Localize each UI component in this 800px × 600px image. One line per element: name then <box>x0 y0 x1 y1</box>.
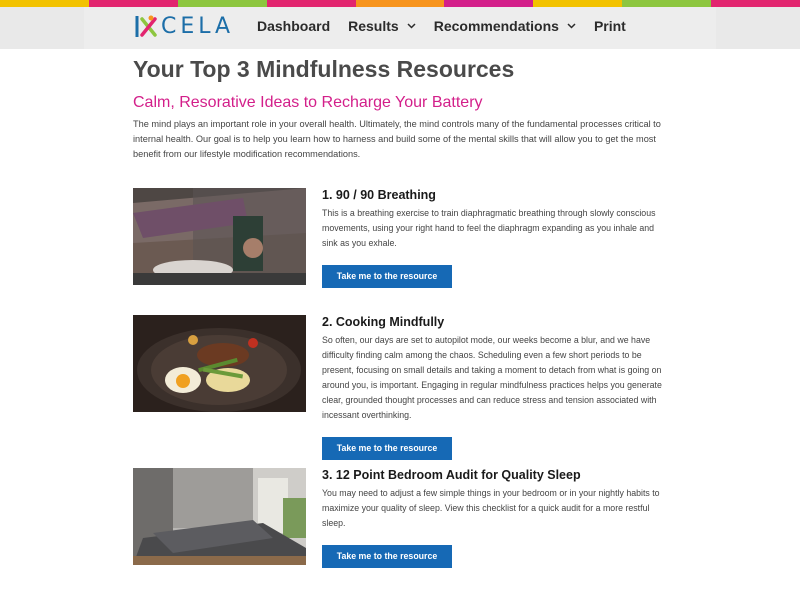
nav-label: Print <box>593 18 626 34</box>
logo-mark-icon <box>133 13 159 39</box>
nav-print[interactable] <box>594 18 626 34</box>
page-subtitle: Calm, Resorative Ideas to Recharge Your Battery <box>133 94 483 111</box>
plated-meal-photo <box>133 315 306 412</box>
intro-paragraph: The mind plays an important role in your overall health. Ultimately, the mind controls many of the fundamental processes critical to internal health. Our goal is to help you learn how to harness and build some of the mental skills that will allow you to get the most benefit from our lifestyle modification recommendations. <box>133 119 661 159</box>
logo-text: CELA <box>161 13 235 39</box>
person-breathing-photo <box>133 188 306 285</box>
take-me-to-resource-button[interactable]: Take me to the resource <box>322 265 452 288</box>
resource-title: 2. Cooking Mindfully <box>322 315 445 329</box>
take-me-to-resource-button[interactable]: Take me to the resource <box>322 437 452 460</box>
main-navigation <box>257 18 644 34</box>
resource-description: You may need to adjust a few simple things in your bedroom or in your nightly habits to maximize your quality of sleep. View this checklist for a quick audit for a more restful sleep. <box>322 488 660 528</box>
resource-title: 1. 90 / 90 Breathing <box>322 188 436 202</box>
bedroom-photo <box>133 468 306 565</box>
resource-body <box>322 315 672 460</box>
resource-title: 3. 12 Point Bedroom Audit for Quality Sleep <box>322 468 581 482</box>
nav-label: Results <box>348 18 399 34</box>
nav-dashboard[interactable] <box>257 18 330 34</box>
chevron-down-icon <box>567 23 576 29</box>
resource-description: This is a breathing exercise to train diaphragmatic breathing through slowly conscious movements, using your right hand to feel the diaphragm expanding as you inhale and sink as you exhale. <box>322 208 656 248</box>
take-me-to-resource-button[interactable]: Take me to the resource <box>322 545 452 568</box>
page-title: Your Top 3 Mindfulness Resources <box>133 56 515 82</box>
resource-description: So often, our days are set to autopilot mode, our weeks become a blur, and we have difficulty finding calm among the chaos. Scheduling even a few short periods to be present, focusing on small details and taking a moment to detach from what is going on around you, is important. Engaging in regular mindfulness practices helps you generate clear, grounded thought processes and can reduce stress and tension associated with incessant overthinking. <box>322 335 662 420</box>
ixcela-logo[interactable] <box>133 12 234 40</box>
nav-label: Dashboard <box>257 18 331 34</box>
nav-results[interactable] <box>348 18 416 34</box>
nav-recommendations[interactable] <box>434 18 576 34</box>
brand-color-stripe <box>0 0 800 7</box>
resource-body <box>322 468 672 568</box>
chevron-down-icon <box>407 23 416 29</box>
nav-label: Recommendations <box>433 18 559 34</box>
resource-body <box>322 188 672 288</box>
